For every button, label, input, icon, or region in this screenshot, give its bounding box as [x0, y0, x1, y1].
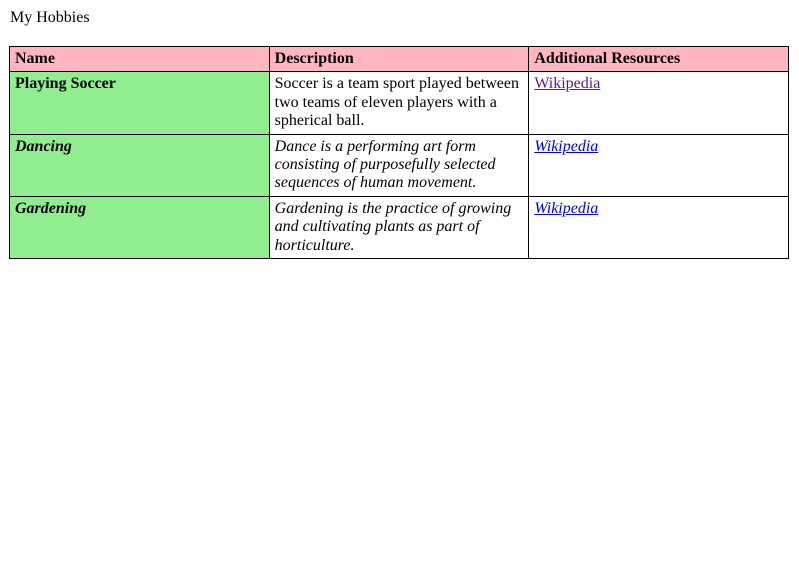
column-header-name: Name — [10, 47, 270, 72]
hobby-name: Playing Soccer — [10, 72, 270, 134]
hobby-resources — [529, 134, 789, 196]
hobby-description: Gardening is the practice of growing and cultivating plants as part of horticulture. — [269, 196, 529, 258]
hobby-name: Gardening — [10, 196, 270, 258]
hobby-resources — [529, 196, 789, 258]
header-row — [10, 47, 789, 72]
table-row-dancing — [10, 134, 789, 196]
wikipedia-link-soccer[interactable]: Wikipedia — [534, 75, 601, 93]
table-row-playing-soccer — [10, 72, 789, 134]
hobby-name: Dancing — [10, 134, 270, 196]
hobbies-table — [9, 46, 789, 259]
table-row-gardening — [10, 196, 789, 258]
hobby-resources — [529, 72, 789, 134]
wikipedia-link-gardening[interactable]: Wikipedia — [534, 199, 599, 217]
hobby-description: Soccer is a team sport played between two teams of eleven players with a spherical ball. — [269, 72, 529, 134]
column-header-description: Description — [269, 47, 529, 72]
hobby-description: Dance is a performing art form consisting of purposefully selected sequences of human movement. — [269, 134, 529, 196]
column-header-additional-resources: Additional Resources — [529, 47, 789, 72]
page-title: My Hobbies — [10, 9, 90, 26]
wikipedia-link-dancing[interactable]: Wikipedia — [534, 137, 599, 155]
